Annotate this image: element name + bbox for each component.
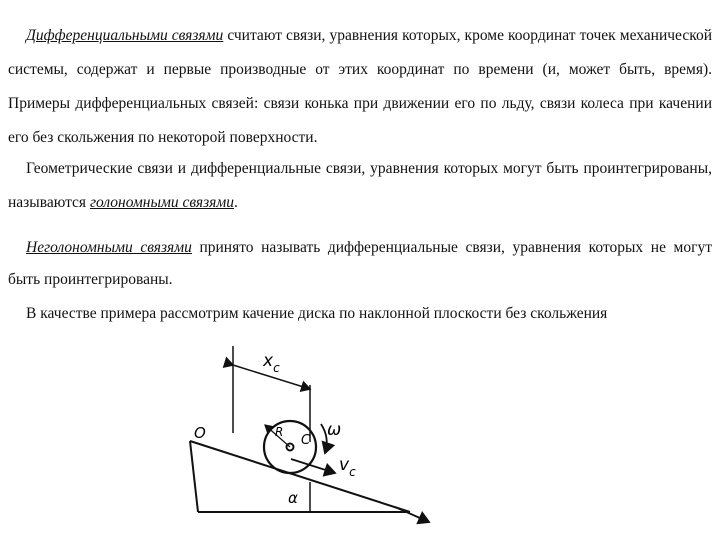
paragraph-text: Геометрические связи и дифференциальные связи, уравнения которых могут быть проинтегрированы, называются [8, 160, 712, 211]
rolling-disk-figure [185, 340, 445, 530]
label-omega: ω [327, 420, 342, 440]
label-xc [262, 351, 280, 375]
paragraph-example [8, 297, 712, 331]
paragraph-holonomic-constraints [8, 152, 712, 220]
slope-direction-arrow [395, 507, 429, 522]
label-vc-main: v [339, 455, 350, 475]
inclined-plane [190, 441, 410, 512]
paragraph-nonholonomic-constraints [8, 232, 712, 296]
label-origin: O [194, 424, 206, 442]
paragraph-text: В качестве примера рассмотрим качение диска по наклонной плоскости без скольжения [26, 305, 608, 322]
label-vc-sub: c [349, 465, 356, 479]
paragraph-text: считают связи, уравнения которых, кроме координат точек механической системы, содержат и первые производные от этих координат по времени (и, может быть, время). Примеры дифференциальных связей: связи конька при движении его по льду, связи колеса при качении его без скольжения по некоторой поверхности. [8, 27, 712, 146]
term-differential-constraints: Дифференциальными связями [26, 27, 224, 44]
label-xc-main: x [263, 351, 274, 371]
term-holonomic-constraints: голономными связями [89, 194, 234, 211]
label-center: C [301, 433, 311, 448]
paragraph-text: принято называть дифференциальные связи, уравнения которых не могут быть проинтегрированы. [8, 239, 712, 288]
inclined-plane-diagram [185, 340, 445, 530]
paragraph-end: . [234, 194, 238, 211]
angular-velocity-arrow [321, 424, 327, 453]
label-angle: α [288, 489, 298, 507]
term-nonholonomic-constraints: Неголономными связями [26, 239, 192, 256]
label-vc [339, 455, 356, 479]
paragraph-differential-constraints [8, 19, 712, 155]
label-radius: R [275, 425, 284, 439]
label-xc-sub: c [273, 361, 280, 375]
